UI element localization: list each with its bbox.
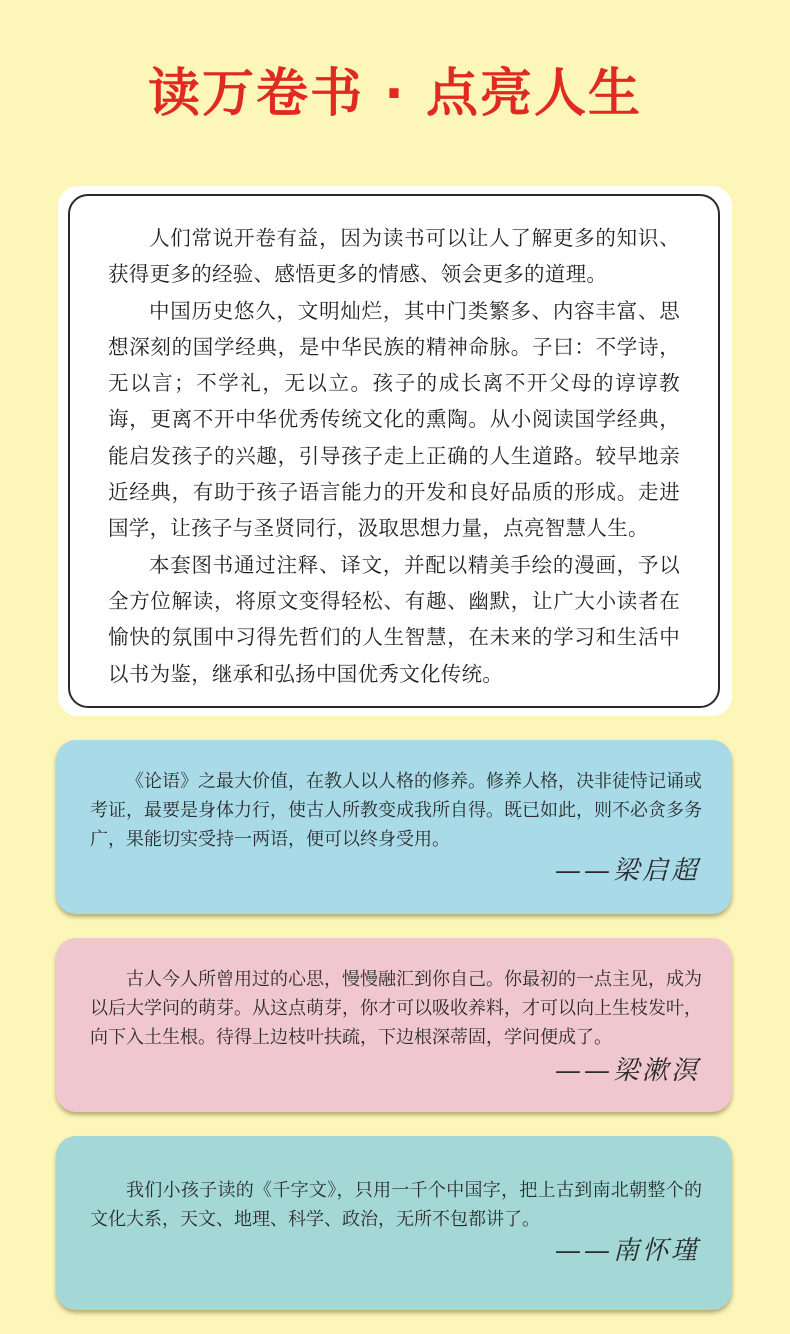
quote-text: 我们小孩子读的《千字文》，只用一千个中国字，把上古到南北朝整个的文化大系，天文、地理、科学、政治，无所不包都讲了。 — [90, 1180, 702, 1230]
intro-paragraph: 人们常说开卷有益，因为读书可以让人了解更多的知识、获得更多的经验、感悟更多的情感、领会更多的道理。 — [108, 226, 680, 287]
intro-paragraph: 中国历史悠久，文明灿烂，其中门类繁多、内容丰富、思想深刻的国学经典，是中华民族的精神命脉。子曰：不学诗，无以言；不学礼，无以立。孩子的成长离不开父母的谆谆教诲，更离不开中华优秀传统文化的熏陶。从小阅读国学经典，能启发孩子的兴趣，引导孩子走上正确的人生道路。较早地亲近经典，有助于孩子语言能力的开发和良好品质的形成。走进国学，让孩子与圣贤同行，汲取思想力量，点亮智慧人生。 — [108, 298, 680, 541]
quote-card-liang-shuming — [56, 938, 732, 1112]
page-title: 读万卷书 · 点亮人生 — [148, 64, 642, 124]
quote-text: 古人今人所曾用过的心思，慢慢融汇到你自己。你最初的一点主见，成为以后大学问的萌芽。从这点萌芽，你才可以吸收养料，才可以向上生枝发叶，向下入土生根。待得上边枝叶扶疏，下边根深蒂固，学问便成了。 — [90, 969, 702, 1048]
quote-card-liang-qichao — [56, 740, 732, 914]
quote-author: ——梁漱溟 — [554, 1056, 700, 1086]
quote-text: 《论语》之最大价值，在教人以人格的修养。修养人格，决非徒恃记诵或考证，最要是身体力行，使古人所教变成我所自得。既已如此，则不必贪多务广，果能切实受持一两语，便可以终身受用。 — [90, 771, 702, 850]
intro-paragraph: 本套图书通过注释、译文，并配以精美手绘的漫画，予以全方位解读，将原文变得轻松、有趣、幽默，让广大小读者在愉快的氛围中习得先哲们的人生智慧，在未来的学习和生活中以书为鉴，继承和弘扬中国优秀文化传统。 — [108, 552, 680, 686]
quote-card-nan-huaijin — [56, 1136, 732, 1310]
intro-card — [68, 194, 720, 708]
quote-author: ——南怀瑾 — [554, 1236, 700, 1266]
quote-author: ——梁启超 — [554, 856, 700, 886]
